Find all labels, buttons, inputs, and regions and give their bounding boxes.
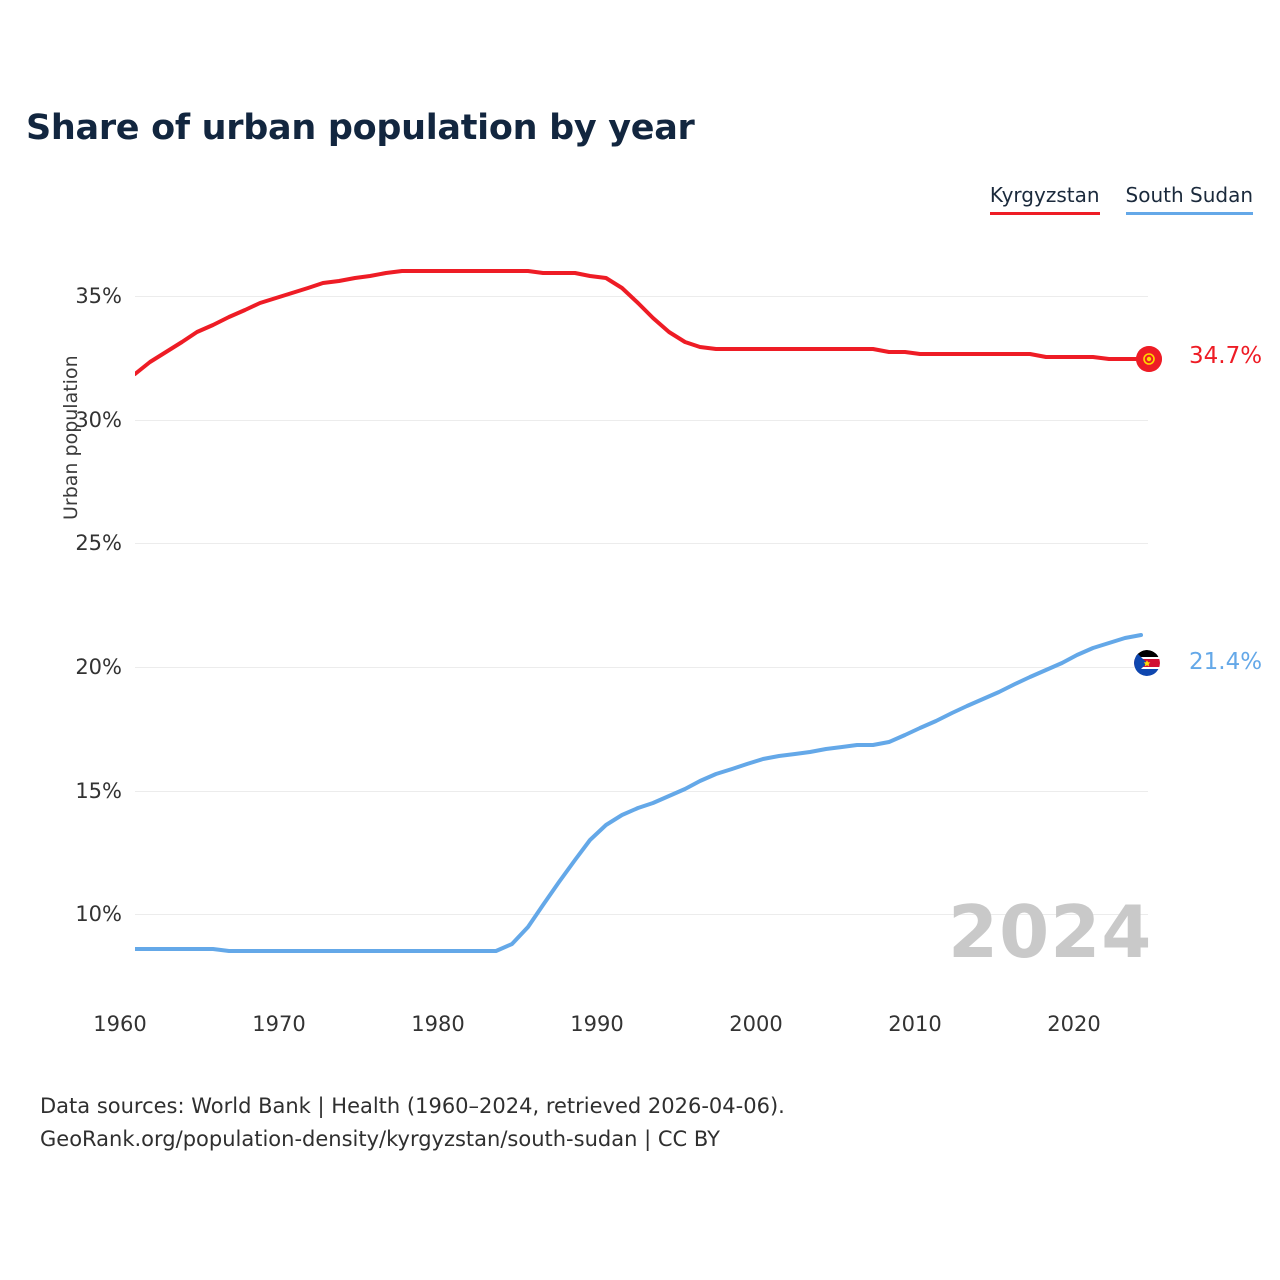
- x-tick-1980: 1980: [411, 1012, 465, 1036]
- south-sudan-flag-icon: [1134, 650, 1160, 676]
- x-tick-1990: 1990: [570, 1012, 624, 1036]
- footer-attribution: GeoRank.org/population-density/kyrgyzstan/south-sudan | CC BY: [40, 1126, 720, 1151]
- legend-item-kyrgyzstan[interactable]: Kyrgyzstan: [990, 185, 1100, 215]
- y-tick-20: 20%: [75, 655, 122, 679]
- y-tick-15: 15%: [75, 779, 122, 803]
- legend-item-south-sudan[interactable]: South Sudan: [1126, 185, 1253, 215]
- footer: [40, 1090, 785, 1155]
- south-sudan-endpoint-value: 21.4%: [1189, 649, 1263, 675]
- y-axis-title: Urban population: [60, 355, 82, 520]
- line-kyrgyzstan: [135, 271, 1141, 374]
- y-tick-30: 30%: [75, 408, 122, 432]
- y-tick-10: 10%: [75, 902, 122, 926]
- x-tick-1960: 1960: [93, 1012, 147, 1036]
- y-tick-25: 25%: [75, 531, 122, 555]
- kyrgyzstan-flag-icon: [1136, 346, 1162, 372]
- x-tick-1970: 1970: [252, 1012, 306, 1036]
- y-tick-35: 35%: [75, 284, 122, 308]
- page-title: Share of urban population by year: [26, 108, 695, 148]
- footer-data-sources: Data sources: World Bank | Health (1960–2024, retrieved 2026-04-06).: [40, 1094, 785, 1118]
- x-tick-2000: 2000: [729, 1012, 783, 1036]
- kyrgyzstan-endpoint-value: 34.7%: [1189, 343, 1263, 369]
- year-watermark: 2024: [948, 890, 1153, 974]
- x-tick-2010: 2010: [888, 1012, 942, 1036]
- x-tick-2020: 2020: [1047, 1012, 1101, 1036]
- chart-legend: [990, 185, 1253, 215]
